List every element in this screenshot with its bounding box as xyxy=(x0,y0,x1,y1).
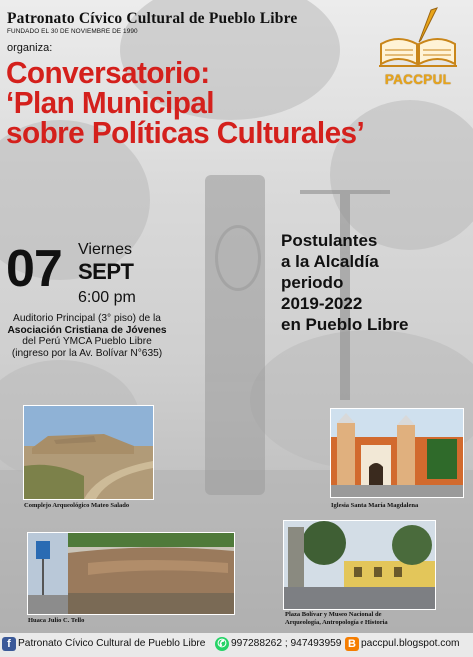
organization-name: Patronato Cívico Cultural de Pueblo Libre xyxy=(7,10,298,27)
blogger-icon: B xyxy=(345,637,359,651)
facebook-page[interactable]: Patronato Cívico Cultural de Pueblo Libre xyxy=(18,638,206,649)
event-time: 6:00 pm xyxy=(78,289,136,306)
caption-plaza-bolivar-line-2: Arqueología, Antropología e Historia xyxy=(285,619,388,626)
caption-mateo-salado: Complejo Arqueológico Mateo Salado xyxy=(24,502,130,509)
photo-huaca-tello xyxy=(27,532,235,615)
facebook-icon: f xyxy=(2,637,16,651)
candidates-line-3: periodo xyxy=(281,273,344,292)
venue-line-1: Auditorio Principal (3° piso) de la xyxy=(13,313,161,324)
logo-text: PACCPUL xyxy=(384,72,452,87)
organizes-label: organiza: xyxy=(7,42,53,54)
candidates-line-5: en Pueblo Libre xyxy=(281,315,409,334)
contact-footer xyxy=(0,633,473,657)
event-venue xyxy=(6,313,168,359)
photo-mateo-salado xyxy=(23,405,154,500)
blog-link[interactable]: paccpul.blogspot.com xyxy=(361,638,460,649)
caption-plaza-bolivar-line-1: Plaza Bolívar y Museo Nacional de xyxy=(285,611,382,618)
background-carved-pillar xyxy=(205,175,265,495)
event-headline xyxy=(6,55,428,150)
caption-huaca-tello: Huaca Julio C. Tello xyxy=(28,617,85,624)
whatsapp-icon: ✆ xyxy=(215,637,229,651)
venue-line-3: del Perú YMCA Pueblo Libre xyxy=(22,336,152,347)
photo-iglesia-magdalena xyxy=(330,408,464,498)
venue-line-2: Asociación Cristiana de Jóvenes xyxy=(7,324,167,336)
candidates-line-1: Postulantes xyxy=(281,231,378,250)
caption-iglesia-magdalena: Iglesia Santa María Magdalena xyxy=(331,502,419,509)
photo-plaza-bolivar xyxy=(283,520,436,610)
event-month: SEPT xyxy=(78,259,134,284)
candidates-line-4: 2019-2022 xyxy=(281,294,363,313)
phone-numbers[interactable]: 997288262 ; 947493959 xyxy=(231,638,342,649)
event-day-name: Viernes xyxy=(78,241,132,258)
headline-line-1: Conversatorio: xyxy=(6,55,210,90)
candidates-text xyxy=(281,230,456,335)
headline-line-2: ‘Plan Municipal xyxy=(6,85,214,120)
headline-line-3: sobre Políticas Culturales’ xyxy=(6,115,365,150)
candidates-line-2: a la Alcaldía xyxy=(281,252,379,271)
venue-line-4: (ingreso por la Av. Bolívar N°635) xyxy=(11,347,163,359)
event-day-number: 07 xyxy=(6,240,62,298)
founded-date: FUNDADO EL 30 DE NOVIEMBRE DE 1990 xyxy=(7,28,138,35)
